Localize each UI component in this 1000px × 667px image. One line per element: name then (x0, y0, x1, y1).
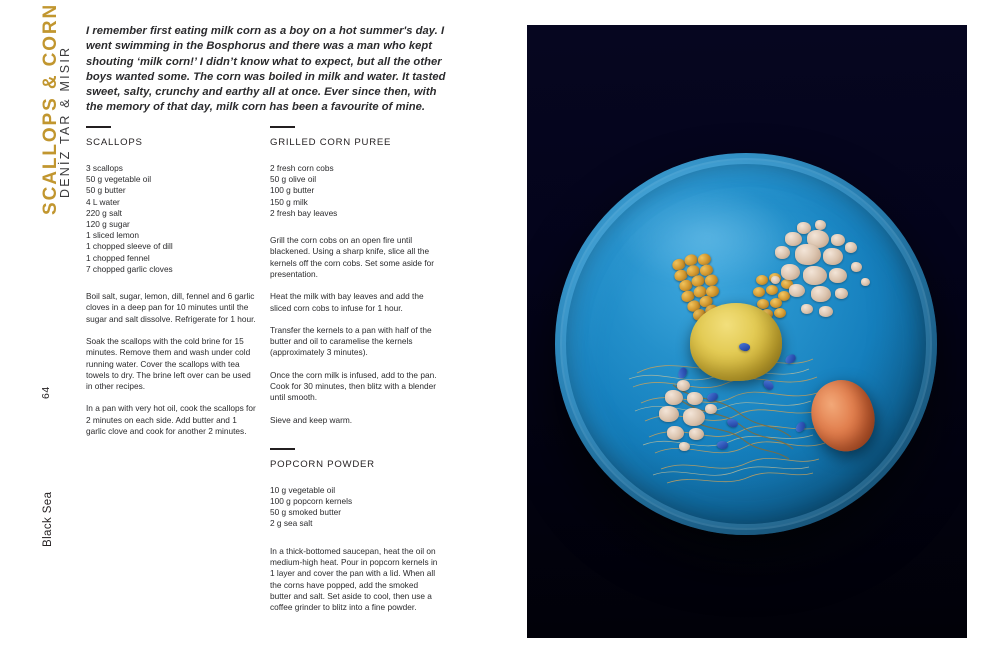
ingredient-list (270, 485, 440, 530)
section-rule (270, 448, 295, 450)
section-rule (86, 126, 111, 128)
method-step: Sieve and keep warm. (270, 414, 353, 425)
section-rule (270, 126, 295, 128)
dish-photograph (527, 25, 967, 638)
ingredient-item: 120 g sugar (86, 219, 130, 230)
ingredient-item: 2 fresh corn cobs (270, 163, 334, 173)
ingredient-item: 1 sliced lemon (86, 230, 140, 241)
section-heading: SCALLOPS (86, 137, 143, 148)
popcorn-powder-mound (767, 220, 875, 328)
ingredient-item: 50 g butter (86, 185, 126, 196)
ingredient-item: 4 L water (86, 196, 120, 207)
recipe-column-middle (270, 126, 440, 613)
method-step: Soak the scallops with the cold brine for 15 minutes. Remove them and wash under cold running water. Cover the scallops with tea towels to dry. The brine left over can be used in other recipes. (86, 335, 251, 392)
ingredient-item: 50 g smoked butter (270, 507, 342, 518)
recipe-title-english: SCALLOPS & CORN (40, 2, 61, 215)
ingredient-item: 10 g vegetable oil (270, 484, 336, 495)
method-step: In a pan with very hot oil, cook the scallops for 2 minutes on each side. Add butter and 1 garlic clove and cook for another 2 minutes. (86, 403, 256, 436)
ingredient-item: 100 g popcorn kernels (270, 496, 353, 507)
ingredient-item: 1 chopped fennel (86, 252, 150, 263)
recipe-title-turkish: DENİZ TAR & MISIR (58, 45, 72, 198)
ingredient-item: 50 g olive oil (270, 174, 317, 185)
ingredient-item: 220 g salt (86, 207, 122, 218)
method-steps (270, 235, 440, 426)
recipe-section-popcorn-powder (270, 448, 440, 614)
method-steps (86, 291, 256, 437)
ingredient-list (270, 163, 440, 219)
recipe-section-scallops (86, 126, 256, 437)
section-heading: POPCORN POWDER (270, 458, 375, 470)
method-step: Boil salt, sugar, lemon, dill, fennel and 6 garlic cloves in a deep pan for 10 minutes until the sugar and salt dissolve. Refrigerate for 1 hour. (86, 291, 256, 324)
ingredient-item: 1 chopped sleeve of dill (86, 241, 173, 252)
intro-paragraph: I remember first eating milk corn as a boy on a hot summer's day. I went swimming in the Bosphorus and there was a man who kept shouting ‘milk corn!’ I didn’t know what to expect, but all the other boys wanted some. The corn was boiled in milk and water. It tasted sweet, salty, crunchy and earthy all at once. Ever since then, with the memory of that day, milk corn has been a favourite of mine. (86, 25, 446, 114)
method-step: Once the corn milk is infused, add to the pan. Cook for 30 minutes, then blitz with a blender until smooth. (270, 369, 437, 403)
ingredient-item: 2 g sea salt (270, 518, 313, 529)
method-step: Grill the corn cobs on an open fire until blackened. Using a sharp knife, slice all the kernels off the corn cobs. Set some aside for presentation. (270, 235, 435, 279)
method-step: Heat the milk with bay leaves and add the sliced corn cobs to infuse for 1 hour. (270, 291, 424, 313)
ingredient-item: 2 fresh bay leaves (270, 207, 338, 218)
ingredient-item: 150 g milk (270, 196, 308, 207)
method-steps (270, 546, 440, 614)
ingredient-item: 100 g butter (270, 185, 315, 196)
recipe-section-grilled-corn-puree (270, 126, 440, 426)
ingredient-item: 7 chopped garlic cloves (86, 263, 173, 274)
method-step: In a thick-bottomed saucepan, heat the oil on medium-high heat. Pour in popcorn kernels in 1 layer and cover the pan with a lid. When all the corns have popped, add the smoked butter and salt. Set aside to cool, then use a coffee grinder to blitz into a fine powder. (270, 545, 438, 613)
page-number: 64 (40, 386, 52, 399)
page-spine (0, 0, 72, 667)
chapter-name: Black Sea (42, 491, 54, 547)
section-heading: GRILLED CORN PUREE (270, 137, 392, 148)
method-step: Transfer the kernels to a pan with half of the butter and oil to caramelise the kernels (approximately 3 minutes). (270, 324, 432, 358)
ingredient-item: 50 g vegetable oil (86, 174, 152, 185)
recipe-column-left (86, 126, 256, 437)
ingredient-list (86, 163, 256, 275)
ingredient-item: 3 scallops (86, 163, 123, 173)
